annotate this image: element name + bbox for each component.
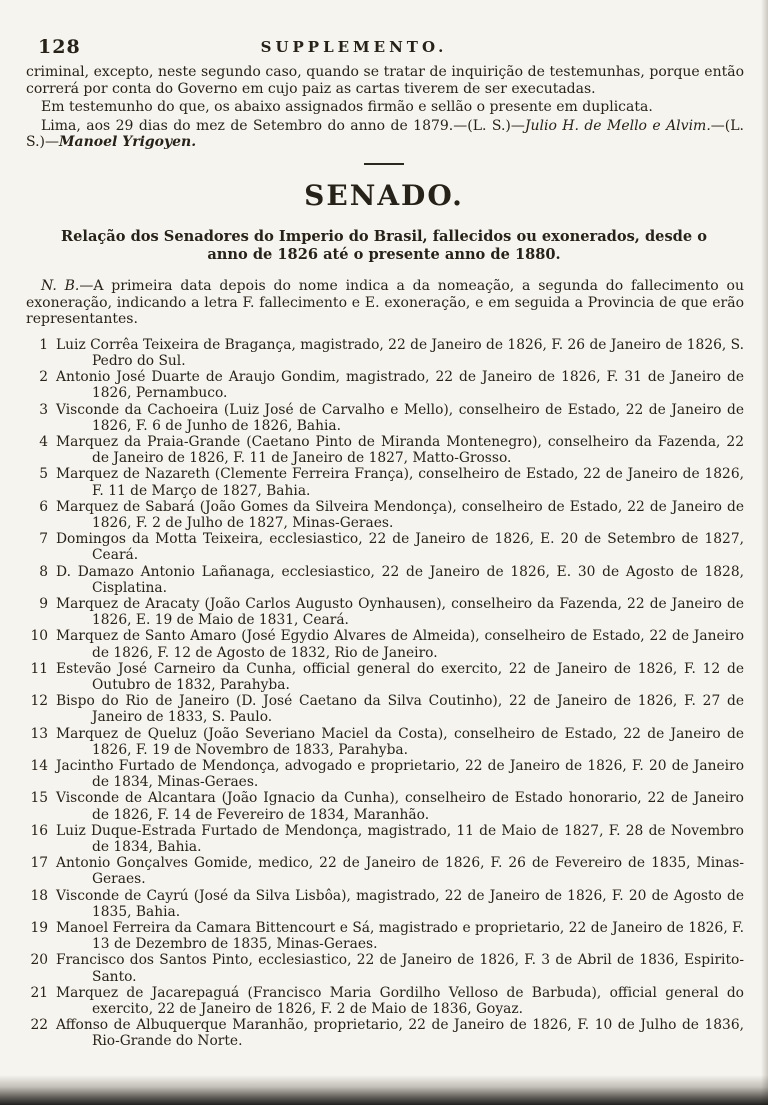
senator-number: 20: [30, 952, 48, 969]
senator-entry: [28, 888, 744, 920]
senator-entry: [28, 434, 744, 466]
senator-entry: [28, 369, 744, 401]
senator-text: Domingos da Motta Teixeira, ecclesiastico, 22 de Janeiro de 1826, E. 20 de Setembro de 1827, Ceará.: [56, 531, 744, 564]
senator-entry: [28, 337, 744, 369]
senator-number: 15: [30, 790, 48, 807]
senator-text: Marquez de Aracaty (João Carlos Augusto Oynhausen), conselheiro da Fazenda, 22 de Janeiro de 1826, E. 19 de Maio de 1831, Ceará.: [56, 596, 744, 629]
senator-text: Marquez de Jacarepaguá (Francisco Maria Gordilho Velloso de Barbuda), official general do exercito, 22 de Janeiro de 1826, F. 2 de Maio de 1836, Goyaz.: [56, 984, 744, 1018]
senator-number: 8: [39, 563, 48, 580]
senator-entry: [28, 1017, 744, 1049]
senator-text: Jacintho Furtado de Mendonça, advogado e proprietario, 22 de Janeiro de 1826, F. 20 de Janeiro de 1834, Minas-Geraes.: [56, 758, 744, 791]
page-number: 128: [38, 36, 81, 58]
lima-date-text: Lima, aos 29 dias do mez de Setembro do anno de 1879.—(L. S.)—: [41, 117, 525, 134]
senator-text: Affonso de Albuquerque Maranhão, proprietario, 22 de Janeiro de 1826, F. 10 de Julho de 1836, Rio-Grande do Norte.: [56, 1017, 744, 1050]
signature-julio-mello: Julio H. de Mello e Alvim.: [524, 117, 711, 134]
senator-number: 5: [39, 466, 48, 483]
senator-text: Marquez de Queluz (João Severiano Maciel da Costa), conselheiro de Estado, 22 de Janeiro de 1826, F. 19 de Novembro de 1833, Parahyba.: [56, 725, 744, 758]
paragraph-lima: [26, 118, 744, 151]
running-title: SUPPLEMENTO.: [260, 38, 448, 56]
senator-text: Francisco dos Santos Pinto, ecclesiastico, 22 de Janeiro de 1826, F. 3 de Abril de 1836, Espirito-Santo.: [56, 952, 744, 985]
senator-text: Marquez da Praia-Grande (Caetano Pinto de Miranda Montenegro), conselheiro da Fazenda, 22 de Janeiro de 1826, F. 11 de Janeiro de 1827, Matto-Grosso.: [56, 433, 744, 467]
senator-number: 18: [30, 887, 48, 904]
nb-text: —A primeira data depois do nome indica a da nomeação, a segunda do fallecimento ou exoneração, indicando a letra F. fallecimento e E. exoneração, e em seguida a Provincia de que erão representantes.: [26, 277, 744, 328]
senator-number: 1: [39, 336, 48, 353]
senator-text: Antonio Gonçalves Gomide, medico, 22 de Janeiro de 1826, F. 26 de Fevereiro de 1835, Minas-Geraes.: [56, 855, 744, 888]
senator-text: Marquez de Santo Amaro (José Egydio Alvares de Almeida), conselheiro de Estado, 22 de Janeiro de 1826, F. 12 de Agosto de 1832, Rio de Janeiro.: [56, 628, 744, 661]
senator-number: 13: [30, 725, 48, 742]
section-title: SENADO.: [304, 178, 464, 212]
senator-number: 16: [30, 822, 48, 839]
senator-entry: [28, 920, 744, 952]
senator-entry: [28, 855, 744, 887]
senator-number: 11: [30, 660, 48, 677]
seal-separator: —(L. S.)—: [26, 117, 744, 151]
scan-edge-shadow: [0, 1075, 768, 1105]
senator-number: 7: [39, 531, 48, 548]
senator-entry: [28, 402, 744, 434]
senator-number: 22: [30, 1017, 48, 1034]
paragraph-testemunho: Em testemunho do que, os abaixo assignados firmão e sellão o presente em duplicata.: [41, 99, 653, 116]
section-subtitle: Relação dos Senadores do Imperio do Brasil, fallecidos ou exonerados, desde o anno de 1826 até o presente anno de 1880.: [61, 227, 707, 264]
running-header: [0, 38, 768, 64]
senator-entry: [28, 466, 744, 498]
nota-bene: [26, 278, 744, 328]
senator-text: Visconde de Alcantara (João Ignacio da Cunha), conselheiro de Estado honorario, 22 de Janeiro de 1826, F. 14 de Fevereiro de 1834, Maranhão.: [56, 790, 744, 823]
senator-text: Marquez de Nazareth (Clemente Ferreira França), conselheiro de Estado, 22 de Janeiro de 1826, F. 11 de Março de 1827, Bahia.: [56, 466, 744, 499]
senator-entry: [28, 661, 744, 693]
senator-number: 17: [30, 855, 48, 872]
senator-number: 12: [30, 693, 48, 710]
paragraph-criminal: criminal, excepto, neste segundo caso, quando se tratar de inquirição de testemunhas, porque então correrá por conta do Governo em cujo paiz as cartas tiverem de ser executadas.: [26, 64, 744, 97]
senator-number: 9: [39, 596, 48, 612]
senator-number: 6: [39, 498, 48, 515]
senator-number: 19: [30, 920, 48, 937]
section-divider: [364, 163, 404, 165]
senator-entry: [28, 628, 744, 660]
senator-number: 2: [39, 369, 48, 386]
senator-text: Luiz Duque-Estrada Furtado de Mendonça, magistrado, 11 de Maio de 1827, F. 28 de Novembro de 1834, Bahia.: [56, 822, 744, 856]
senator-text: Visconde de Cayrú (José da Silva Lisbôa), magistrado, 22 de Janeiro de 1826, F. 20 de Agosto de 1835, Bahia.: [56, 887, 744, 920]
senator-number: 4: [39, 433, 48, 450]
signature-manoel-yrigoyen: Manoel Yrigoyen.: [59, 134, 197, 151]
senator-text: Marquez de Sabará (João Gomes da Silveira Mendonça), conselheiro de Estado, 22 de Janeiro de 1826, F. 2 de Julho de 1827, Minas-Geraes.: [56, 498, 744, 531]
nb-label: N. B.: [41, 277, 80, 294]
senators-list: [0, 337, 768, 1050]
senator-entry: [28, 952, 744, 984]
senator-text: Estevão José Carneiro da Cunha, official general do exercito, 22 de Janeiro de 1826, F. 12 de Outubro de 1832, Parahyba.: [56, 660, 744, 694]
senator-number: 3: [39, 401, 48, 418]
senator-text: Luiz Corrêa Teixeira de Bragança, magistrado, 22 de Janeiro de 1826, F. 26 de Janeiro de 1826, S. Pedro do Sul.: [56, 336, 744, 369]
senator-text: D. Damazo Antonio Lañanaga, ecclesiastico, 22 de Janeiro de 1826, E. 30 de Agosto de 1828, Cisplatina.: [56, 563, 744, 596]
senator-entry: [28, 596, 744, 628]
senator-entry: [28, 790, 744, 822]
senator-text: Bispo do Rio de Janeiro (D. José Caetano da Silva Coutinho), 22 de Janeiro de 1826, F. 27 de Janeiro de 1833, S. Paulo.: [56, 693, 744, 726]
senator-entry: [28, 564, 744, 596]
senator-entry: [28, 823, 744, 855]
senator-entry: [28, 499, 744, 531]
senator-text: Antonio José Duarte de Araujo Gondim, magistrado, 22 de Janeiro de 1826, F. 31 de Janeiro de 1826, Pernambuco.: [56, 369, 744, 402]
senator-entry: [28, 726, 744, 758]
senator-entry: [28, 985, 744, 1017]
senator-number: 14: [30, 758, 48, 775]
senator-text: Visconde da Cachoeira (Luiz José de Carvalho e Mello), conselheiro de Estado, 22 de Janeiro de 1826, F. 6 de Junho de 1826, Bahia.: [56, 401, 744, 434]
senator-number: 10: [30, 628, 48, 645]
senator-text: Manoel Ferreira da Camara Bittencourt e Sá, magistrado e proprietario, 22 de Janeiro de 1826, F. 13 de Dezembro de 1835, Minas-Geraes.: [56, 920, 744, 953]
senator-entry: [28, 758, 744, 790]
senator-entry: [28, 693, 744, 725]
senator-number: 21: [30, 984, 48, 1001]
senator-entry: [28, 531, 744, 563]
